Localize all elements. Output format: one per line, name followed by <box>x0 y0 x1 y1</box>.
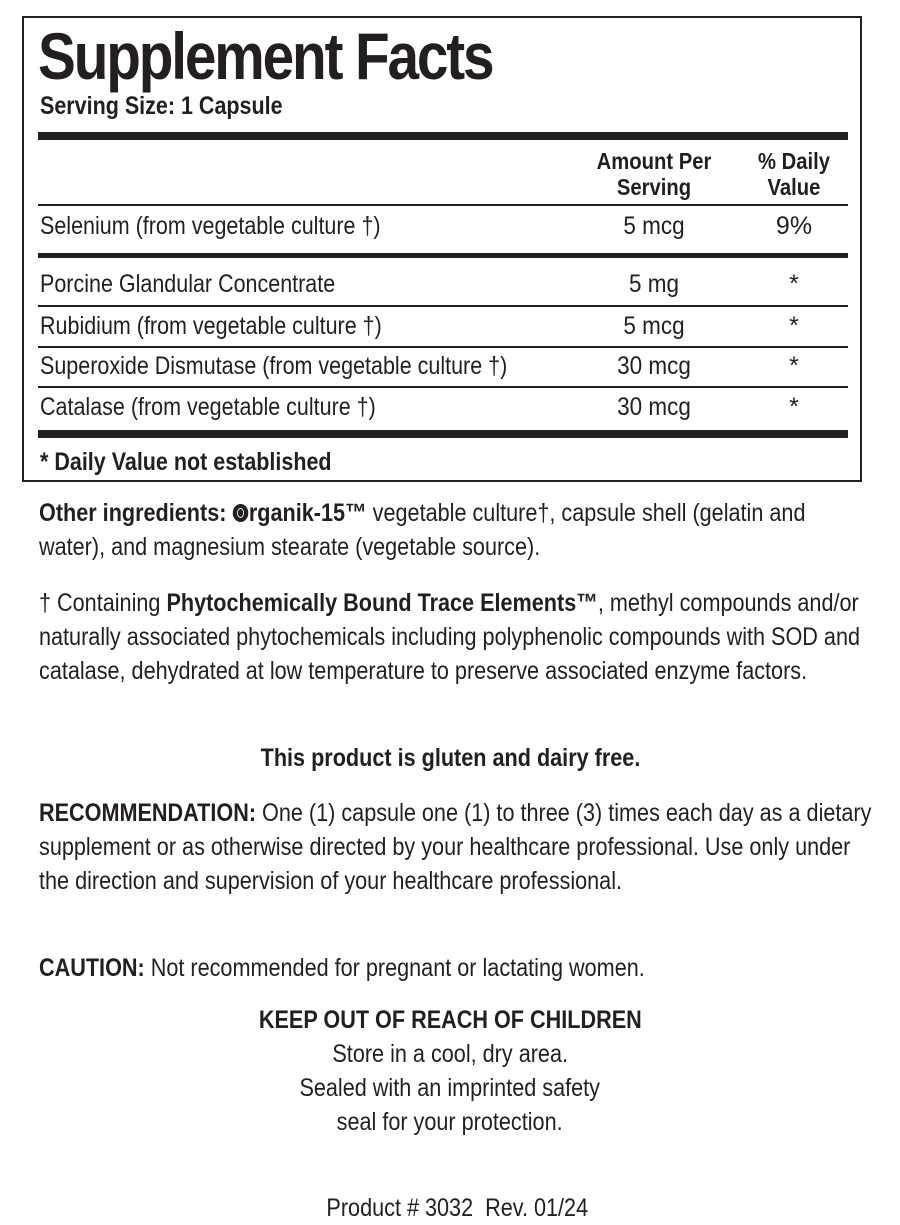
divider <box>38 204 848 206</box>
ingredient-daily-value: * <box>789 270 799 298</box>
dagger-brand: Phytochemically Bound Trace Elements™ <box>166 589 598 617</box>
ingredient-amount: 5 mg <box>628 270 680 298</box>
divider <box>38 346 848 348</box>
ingredient-name: Catalase (from vegetable culture †) <box>40 393 376 421</box>
product-number <box>0 1157 900 1225</box>
dv-header-line2: Value <box>767 174 821 200</box>
daily-value-footnote: * Daily Value not established <box>40 448 332 476</box>
caution <box>39 951 876 985</box>
ingredient-daily-value: * <box>789 312 799 340</box>
other-ingredients-text: vegetable culture†, capsule shell (gelatin and water), and magnesium stearate (vegetable source). <box>39 499 806 561</box>
recommendation-label: RECOMMENDATION: <box>39 799 257 827</box>
recommendation <box>39 796 876 898</box>
gluten-dairy-note <box>0 741 900 775</box>
ingredient-amount: 5 mcg <box>623 212 685 240</box>
ingredient-amount: 5 mcg <box>623 312 685 340</box>
caution-label: CAUTION: <box>39 954 145 982</box>
thick-divider <box>38 430 848 438</box>
ingredient-amount: 30 mcg <box>617 352 691 380</box>
product-number-text: Product # 3032 Rev. 01/24 <box>326 1194 588 1222</box>
dagger-text: , methyl compounds and/or naturally associated phytochemicals including polyphenolic compounds with SOD and catalase, dehydrated at low temperature to preserve associated enzyme factors. <box>39 589 861 685</box>
thick-divider <box>38 132 848 140</box>
ingredient-name: Porcine Glandular Concentrate <box>40 270 336 298</box>
amount-header-line1: Amount Per <box>596 148 712 174</box>
organik-brand-text: rganik-15™ <box>248 499 367 527</box>
divider <box>38 386 848 388</box>
other-ingredients-label: Other ingredients: <box>39 499 227 527</box>
storage-line-1-text: Store in a cool, dry area. <box>332 1040 568 1068</box>
divider <box>38 305 848 307</box>
amount-per-serving-header <box>588 148 720 200</box>
storage-line-3-text: seal for your protection. <box>337 1108 563 1136</box>
daily-value-header <box>754 148 833 200</box>
recommendation-text: One (1) capsule one (1) to three (3) times each day as a dietary supplement or as otherwise directed by your healthcare professional. Use only under the direction and supervision of your healthcare professional. <box>39 799 872 895</box>
serving-size: Serving Size: 1 Capsule <box>40 92 283 120</box>
ingredient-daily-value: * <box>789 352 799 380</box>
gluten-dairy-text: This product is gluten and dairy free. <box>260 744 640 772</box>
caution-text: Not recommended for pregnant or lactating women. <box>144 954 645 982</box>
ingredient-name: Selenium (from vegetable culture †) <box>40 212 381 240</box>
ingredient-name: Superoxide Dismutase (from vegetable culture †) <box>40 352 508 380</box>
dagger-prefix: † Containing <box>39 589 167 617</box>
amount-header-line2: Serving <box>616 174 692 200</box>
other-ingredients <box>39 496 876 564</box>
organik-brand <box>232 499 366 527</box>
panel-title: Supplement Facts <box>38 19 493 93</box>
storage-line-1 <box>0 1037 900 1071</box>
dagger-note <box>39 586 876 688</box>
keep-out-text: KEEP OUT OF REACH OF CHILDREN <box>258 1006 642 1034</box>
storage-line-2 <box>0 1071 900 1105</box>
storage-line-3 <box>0 1105 900 1139</box>
storage-line-2-text: Sealed with an imprinted safety <box>299 1074 601 1102</box>
ingredient-amount: 30 mcg <box>617 393 691 421</box>
ingredient-daily-value: 9% <box>775 212 813 240</box>
ingredient-daily-value: * <box>789 393 799 421</box>
ingredient-name: Rubidium (from vegetable culture †) <box>40 312 382 340</box>
supplement-facts-panel <box>22 16 862 482</box>
medium-divider <box>38 253 848 258</box>
organik-o-logo-icon <box>232 504 248 522</box>
dv-header-line1: % Daily <box>757 148 830 174</box>
keep-out-of-reach <box>0 1003 900 1037</box>
